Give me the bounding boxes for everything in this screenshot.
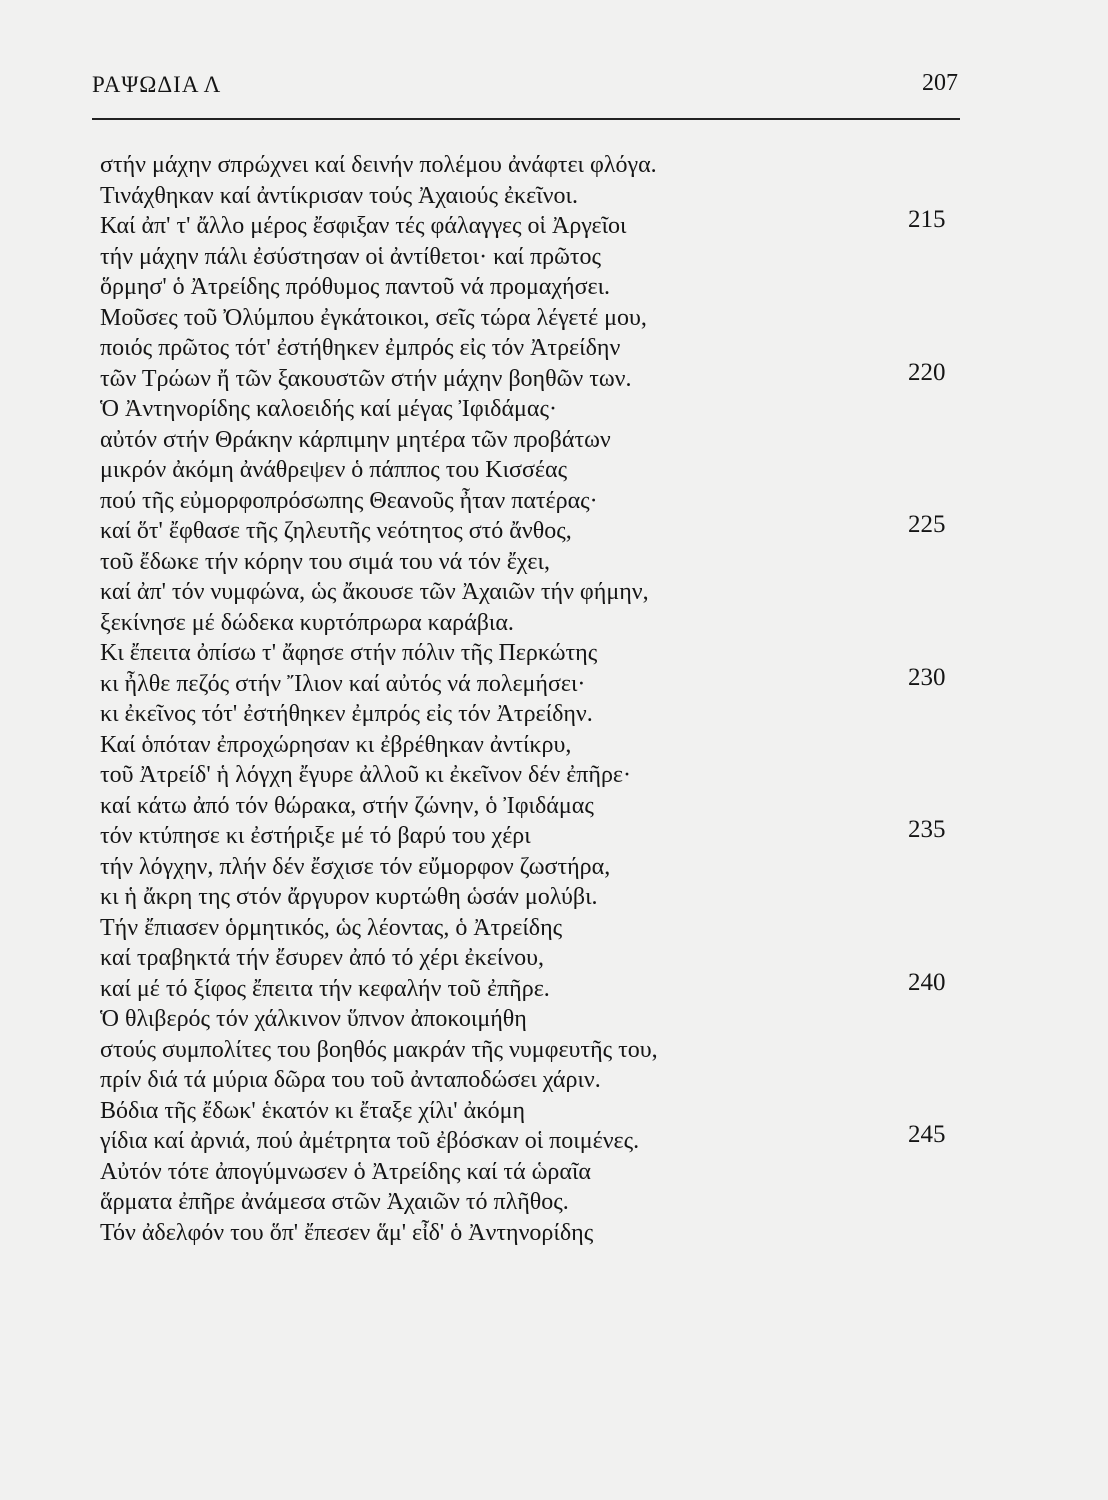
verse-text: Καί ὁπόταν ἐπροχώρησαν κι ἐβρέθηκαν ἀντίκρυ, xyxy=(100,731,572,758)
verse-line xyxy=(100,358,980,395)
line-number: 230 xyxy=(908,663,946,691)
verse-text: ποιός πρῶτος τότ' ἐστήθηκεν ἐμπρός εἰς τόν Ἀτρείδην xyxy=(100,335,621,361)
verse-line xyxy=(100,638,980,669)
verse-line xyxy=(100,486,980,517)
verse-line xyxy=(100,852,980,883)
verse-line xyxy=(100,455,980,486)
verse-text: κι ἦλθε πεζός στήν Ἴλιον καί αὐτός νά πολεμήσει· xyxy=(100,670,586,697)
verse-text: ὅρμησ' ὁ Ἀτρείδης πρόθυμος παντοῦ νά προμαχήσει. xyxy=(100,274,611,300)
running-title: ΡΑΨΩΔΙΑ Λ xyxy=(92,72,222,97)
verse-text: Μοῦσες τοῦ Ὀλύμπου ἐγκάτοικοι, σεῖς τώρα λέγετέ μου, xyxy=(100,304,647,331)
verse-line xyxy=(100,206,980,242)
page-number: 207 xyxy=(922,70,958,96)
verse-line xyxy=(100,663,980,700)
verse-line xyxy=(100,511,980,547)
verse-text: πρίν διά τά μύρια δῶρα του τοῦ ἀνταποδώσει χάριν. xyxy=(100,1067,601,1093)
poem-text xyxy=(100,150,980,1248)
verse-text: στήν μάχην σπρώχνει καί δεινήν πολέμου ἀνάφτει φλόγα. xyxy=(100,152,657,178)
verse-line xyxy=(100,608,980,639)
verse-line xyxy=(100,760,980,791)
verse-line xyxy=(100,1218,980,1249)
verse-line xyxy=(100,1065,980,1096)
verse-text: τήν λόγχην, πλήν δέν ἔσχισε τόν εὔμορφον ζωστήρα, xyxy=(100,853,611,880)
verse-line xyxy=(100,425,980,456)
verse-line xyxy=(100,882,980,913)
verse-text: τοῦ ἔδωκε τήν κόρην του σιμά του νά τόν ἔχει, xyxy=(100,548,550,575)
verse-text: καί μέ τό ξίφος ἔπειτα τήν κεφαλήν τοῦ ἐπῆρε. xyxy=(100,975,550,1002)
verse-line xyxy=(100,577,980,608)
verse-line xyxy=(100,968,980,1005)
verse-line xyxy=(100,1157,980,1188)
verse-line xyxy=(100,394,980,425)
verse-text: ἅρματα ἐπῆρε ἀνάμεσα στῶν Ἀχαιῶν τό πλῆθος. xyxy=(100,1189,569,1215)
verse-text: τῶν Τρώων ἤ τῶν ξακουστῶν στήν μάχην βοηθῶν των. xyxy=(100,365,632,392)
verse-line xyxy=(100,913,980,944)
verse-text: γίδια καί ἀρνιά, πού ἀμέτρητα τοῦ ἐβόσκαν οἱ ποιμένες. xyxy=(100,1128,640,1154)
verse-text: τόν κτύπησε κι ἐστήριξε μέ τό βαρύ του χέρι xyxy=(100,823,531,849)
verse-text: Καί ἀπ' τ' ἄλλο μέρος ἔσφιξαν τές φάλαγγες οἱ Ἀργεῖοι xyxy=(100,213,627,239)
verse-line xyxy=(100,333,980,364)
verse-text: τοῦ Ἀτρείδ' ἡ λόγχη ἔγυρε ἀλλοῦ κι ἐκεῖνον δέν ἐπῆρε· xyxy=(100,762,631,788)
verse-text: κι ἡ ἄκρη της στόν ἄργυρον κυρτώθη ὡσάν μολύβι. xyxy=(100,884,598,910)
verse-line xyxy=(100,816,980,852)
verse-text: μικρόν ἀκόμη ἀνάθρεψεν ὁ πάππος του Κισσέας xyxy=(100,457,568,483)
verse-text: Βόδια τῆς ἔδωκ' ἑκατόν κι ἔταξε χίλι' ἀκόμη xyxy=(100,1097,526,1124)
verse-line xyxy=(100,699,980,730)
verse-text: τήν μάχην πάλι ἐσύστησαν οἱ ἀντίθετοι· καί πρῶτος xyxy=(100,243,602,270)
verse-text: ξεκίνησε μέ δώδεκα κυρτόπρωρα καράβια. xyxy=(100,609,514,636)
verse-text: καί τραβηκτά τήν ἔσυρεν ἀπό τό χέρι ἐκείνου, xyxy=(100,945,544,971)
verse-line xyxy=(100,943,980,974)
verse-line xyxy=(100,150,980,181)
verse-text: Τόν ἀδελφόν του ὅπ' ἔπεσεν ἅμ' εἶδ' ὁ Ἀντηνορίδης xyxy=(100,1219,594,1246)
verse-line xyxy=(100,181,980,212)
verse-text: Ὁ Ἀντηνορίδης καλοειδής καί μέγας Ἰφιδάμας· xyxy=(100,396,557,422)
verse-text: στούς συμπολίτες του βοηθός μακράν τῆς νυμφευτῆς του, xyxy=(100,1036,658,1063)
verse-line xyxy=(100,242,980,273)
line-number: 240 xyxy=(908,968,946,996)
verse-text: πού τῆς εὐμορφοπρόσωπης Θεανοῦς ἦταν πατέρας· xyxy=(100,487,598,514)
verse-line xyxy=(100,730,980,761)
verse-text: Ὁ θλιβερός τόν χάλκινον ὕπνον ἀποκοιμήθη xyxy=(100,1006,527,1032)
verse-text: καί ὅτ' ἔφθασε τῆς ζηλευτῆς νεότητος στό ἄνθος, xyxy=(100,518,572,544)
line-number: 220 xyxy=(908,358,946,386)
verse-line xyxy=(100,791,980,822)
line-number: 245 xyxy=(908,1121,946,1148)
verse-line xyxy=(100,303,980,334)
line-number: 225 xyxy=(908,511,946,538)
verse-line xyxy=(100,272,980,303)
header-rule xyxy=(92,118,960,120)
verse-line xyxy=(100,1121,980,1157)
verse-text: Αὐτόν τότε ἀπογύμνωσεν ὁ Ἀτρείδης καί τά ὡραῖα xyxy=(100,1158,592,1185)
verse-text: Κι ἔπειτα ὀπίσω τ' ἄφησε στήν πόλιν τῆς Περκώτης xyxy=(100,640,598,666)
verse-line xyxy=(100,1004,980,1035)
verse-text: καί ἀπ' τόν νυμφώνα, ὡς ἄκουσε τῶν Ἀχαιῶν τήν φήμην, xyxy=(100,579,649,605)
verse-text: Τινάχθηκαν καί ἀντίκρισαν τούς Ἀχαιούς ἐκεῖνοι. xyxy=(100,182,578,209)
verse-line xyxy=(100,547,980,578)
verse-text: αὐτόν στήν Θράκην κάρπιμην μητέρα τῶν προβάτων xyxy=(100,426,611,453)
verse-text: Τήν ἔπιασεν ὁρμητικός, ὡς λέοντας, ὁ Ἀτρείδης xyxy=(100,914,563,941)
verse-line xyxy=(100,1187,980,1218)
verse-text: καί κάτω ἀπό τόν θώρακα, στήν ζώνην, ὁ Ἰφιδάμας xyxy=(100,792,594,819)
verse-line xyxy=(100,1035,980,1066)
line-number: 215 xyxy=(908,206,946,233)
line-number: 235 xyxy=(908,816,946,843)
verse-text: κι ἐκεῖνος τότ' ἐστήθηκεν ἐμπρός εἰς τόν Ἀτρείδην. xyxy=(100,701,593,727)
verse-line xyxy=(100,1096,980,1127)
